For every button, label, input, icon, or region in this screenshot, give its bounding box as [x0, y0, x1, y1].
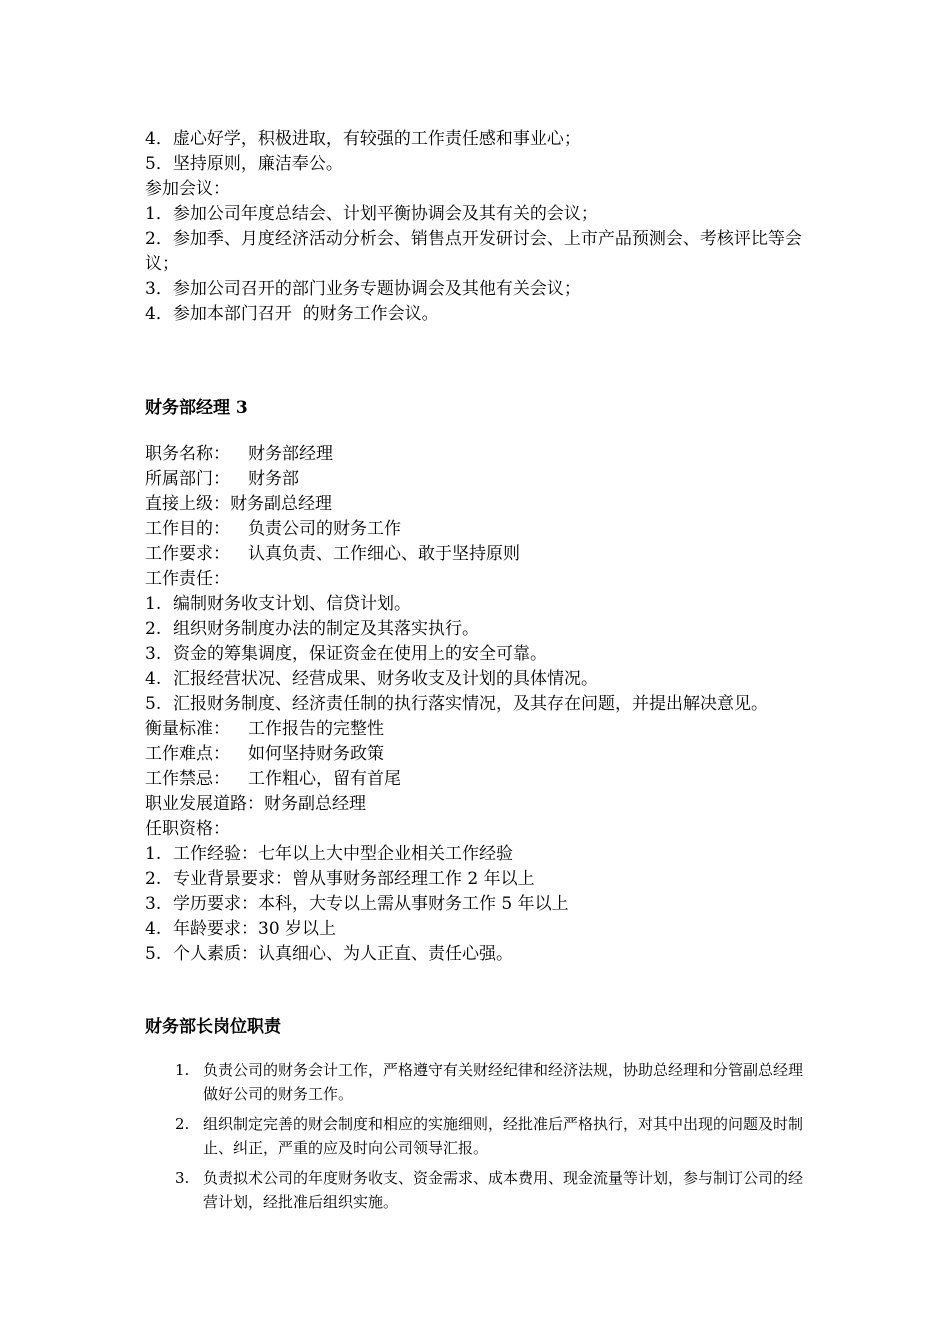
field-row [145, 742, 810, 767]
field-label: 工作目的： [145, 519, 230, 539]
field-label: 工作要求： [145, 544, 230, 564]
field-label: 所属部门： [145, 469, 230, 489]
list-number: 5. [145, 944, 162, 964]
list-text: 年龄要求：30 岁以上 [173, 919, 337, 939]
list-number: 3. [145, 894, 162, 914]
field-row [145, 492, 810, 517]
list-number: 4. [145, 919, 162, 939]
field-value: 财务副总经理 [230, 494, 332, 514]
text-line: 参加会议： [145, 179, 230, 199]
list-text: 组织制定完善的财会制度和相应的实施细则，经批准后严格执行，对其中出现的问题及时制止、纠正，严重的应及时向公司领导汇报。 [203, 1115, 804, 1157]
list-number: 3. [175, 1169, 190, 1187]
list-item [145, 592, 810, 617]
qualifications-title: 任职资格： [145, 819, 230, 839]
list-text: 负责公司的财务会计工作，严格遵守有关财经纪律和经济法规，协助总经理和分管副总经理做好公司的财务工作。 [203, 1061, 804, 1103]
list-number: 1. [145, 594, 162, 614]
field-value: 如何坚持财务政策 [248, 744, 384, 764]
field-label: 衡量标准： [145, 719, 230, 739]
list-item [175, 1058, 810, 1106]
list-item [145, 942, 810, 967]
list-number: 3. [145, 644, 162, 664]
list-item [145, 617, 810, 642]
field-row [145, 717, 810, 742]
field-row [145, 467, 810, 492]
list-text: 学历要求：本科，大专以上需从事财务工作 5 年以上 [173, 894, 569, 914]
list-text: 组织财务制度办法的制定及其落实执行。 [173, 619, 479, 639]
field-value: 财务部 [248, 469, 299, 489]
list-item [175, 1112, 810, 1160]
list-item [145, 642, 810, 667]
director-section [145, 1015, 810, 1040]
text-line: 1．参加公司年度总结会、计划平衡协调会及其有关的会议； [145, 204, 598, 224]
field-label: 工作难点： [145, 744, 230, 764]
list-number: 1. [175, 1061, 190, 1079]
manager-details [145, 442, 810, 967]
field-label: 工作禁忌： [145, 769, 230, 789]
list-text: 汇报经营状况、经营成果、财务收支及计划的具体情况。 [173, 669, 598, 689]
list-text: 编制财务收支计划、信贷计划。 [173, 594, 411, 614]
list-text: 资金的筹集调度，保证资金在使用上的安全可靠。 [173, 644, 547, 664]
field-row [145, 767, 810, 792]
field-value: 财务部经理 [248, 444, 333, 464]
field-value: 工作报告的完整性 [248, 719, 384, 739]
list-item [175, 1166, 810, 1214]
field-value: 负责公司的财务工作 [248, 519, 401, 539]
field-label: 职务名称： [145, 444, 230, 464]
text-line: 2．参加季、月度经济活动分析会、销售点开发研讨会、上市产品预测会、考核评比等会议； [145, 229, 802, 274]
career-path: 职业发展道路：财务副总经理 [145, 794, 366, 814]
list-text: 专业背景要求：曾从事财务部经理工作 2 年以上 [173, 869, 535, 889]
field-row [145, 442, 810, 467]
list-item [145, 892, 810, 917]
list-number: 2. [145, 869, 162, 889]
field-value: 工作粗心，留有首尾 [248, 769, 401, 789]
list-number: 4. [145, 669, 162, 689]
meeting-section [145, 127, 810, 327]
field-value: 认真负责、工作细心、敢于坚持原则 [248, 544, 520, 564]
field-row [145, 542, 810, 567]
field-label: 直接上级： [145, 494, 230, 514]
text-line: 3．参加公司召开的部门业务专题协调会及其他有关会议； [145, 279, 581, 299]
list-number: 1. [145, 844, 162, 864]
list-item [145, 867, 810, 892]
director-duties-list [175, 1058, 810, 1220]
field-row [145, 517, 810, 542]
list-text: 汇报财务制度、经济责任制的执行落实情况，及其存在问题，并提出解决意见。 [173, 694, 768, 714]
text-line: 4．虚心好学，积极进取，有较强的工作责任感和事业心； [145, 129, 581, 149]
list-item [145, 667, 810, 692]
list-item [145, 917, 810, 942]
text-line: 5．坚持原则，廉洁奉公。 [145, 154, 343, 174]
list-number: 2. [145, 619, 162, 639]
duties-title: 工作责任： [145, 569, 230, 589]
list-text: 个人素质：认真细心、为人正直、责任心强。 [173, 944, 513, 964]
section-title: 财务部长岗位职责 [145, 1017, 281, 1037]
list-number: 5. [145, 694, 162, 714]
list-item [145, 842, 810, 867]
list-item [145, 692, 810, 717]
section-title: 财务部经理 3 [145, 398, 248, 418]
text-line: 4．参加本部门召开 的财务工作会议。 [145, 304, 439, 324]
manager-section [145, 396, 810, 421]
list-text: 工作经验：七年以上大中型企业相关工作经验 [173, 844, 513, 864]
list-text: 负责拟术公司的年度财务收支、资金需求、成本费用、现金流量等计划，参与制订公司的经营计划，经批准后组织实施。 [203, 1169, 804, 1211]
list-number: 2. [175, 1115, 190, 1133]
